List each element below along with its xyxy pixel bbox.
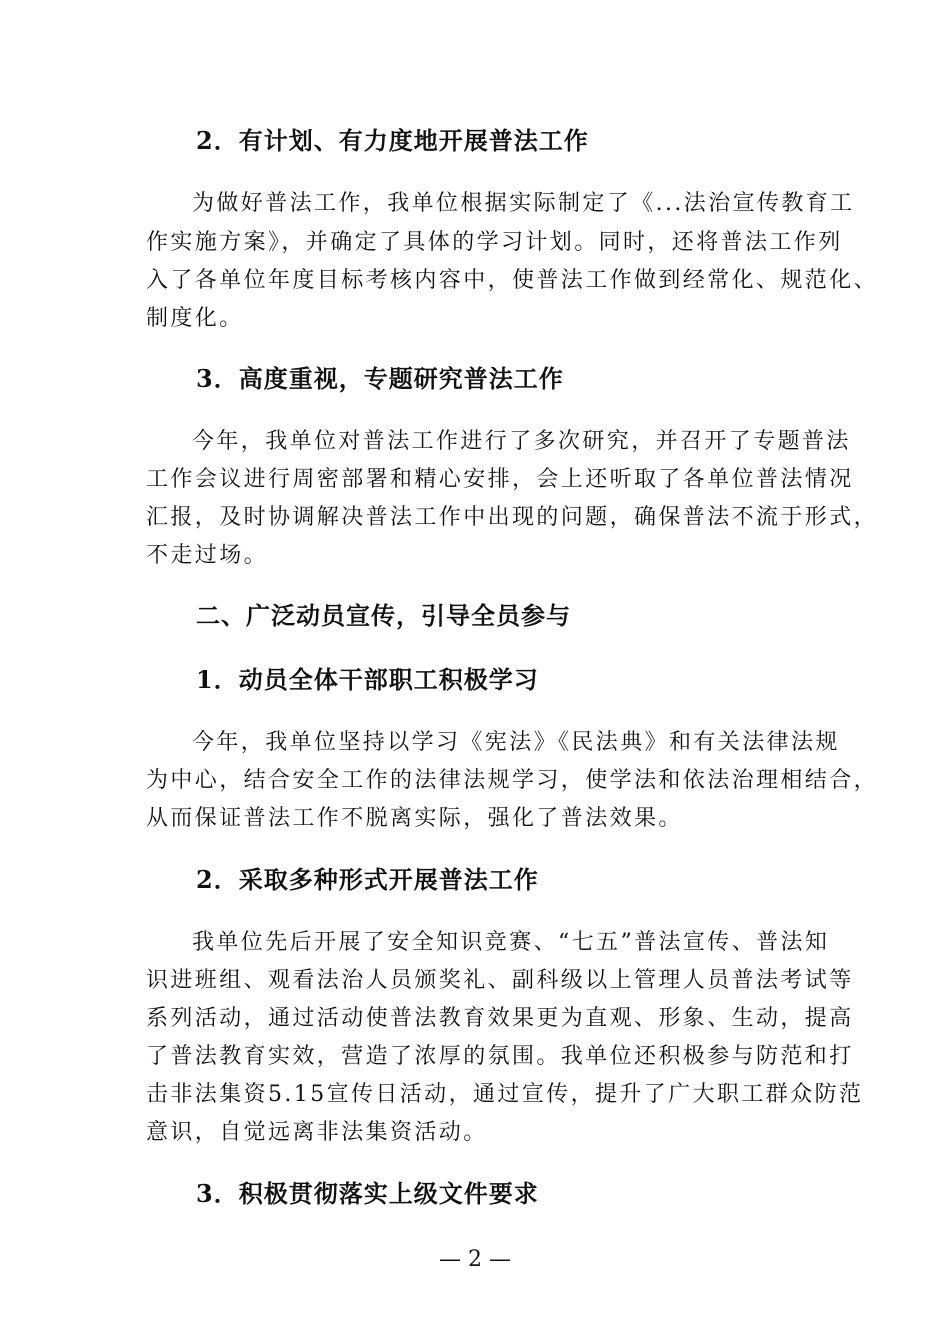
paragraph-line: 今年，我单位坚持以学习《宪法》《民法典》和有关法律法规 <box>192 730 840 755</box>
paragraph-line: 制度化。 <box>146 306 244 331</box>
paragraph-line: 作实施方案》，并确定了具体的学习计划。同时，还将普法工作列 <box>146 230 843 255</box>
paragraph-line: 为中心，结合安全工作的法律法规学习，使学法和依法治理相结合， <box>146 768 879 793</box>
paragraph-line: 今年，我单位对普法工作进行了多次研究，并召开了专题普法 <box>192 429 851 454</box>
part-heading: 二、广泛动员宣传，引导全员参与 <box>196 601 571 630</box>
paragraph-line: 为做好普法工作，我单位根据实际制定了《...法治宣传教育工 <box>192 191 855 216</box>
paragraph-line: 不走过场。 <box>146 543 269 568</box>
paragraph-line: 系列活动，通过活动使普法教育效果更为直观、形象、生动，提高 <box>146 1006 854 1031</box>
page-number: — 2 — <box>439 1247 511 1272</box>
paragraph-line: 从而保证普法工作不脱离实际，强化了普法效果。 <box>146 806 683 831</box>
paragraph-line: 击非法集资5.15宣传日活动，通过宣传，提升了广大职工群众防范 <box>146 1082 864 1107</box>
section-heading: 2．采取多种形式开展普法工作 <box>196 865 539 894</box>
paragraph-line: 我单位先后开展了安全知识竞赛、“七五”普法宣传、普法知 <box>192 930 830 955</box>
paragraph-line: 工作会议进行周密部署和精心安排，会上还听取了各单位普法情况 <box>146 467 854 492</box>
paragraph-line: 入了各单位年度目标考核内容中，使普法工作做到经常化、规范化、 <box>146 268 879 293</box>
paragraph-line: 意识，自觉远离非法集资活动。 <box>146 1120 488 1145</box>
section-heading: 3．积极贯彻落实上级文件要求 <box>196 1179 539 1208</box>
section-heading: 1．动员全体干部职工积极学习 <box>196 665 539 694</box>
section-heading: 3．高度重视，专题研究普法工作 <box>196 364 564 393</box>
paragraph-line: 识进班组、观看法治人员颁奖礼、副科级以上管理人员普法考试等 <box>146 968 854 993</box>
paragraph-line: 了普法教育实效，营造了浓厚的氛围。我单位还积极参与防范和打 <box>146 1044 854 1069</box>
paragraph-line: 汇报，及时协调解决普法工作中出现的问题，确保普法不流于形式， <box>146 505 879 530</box>
section-heading: 2．有计划、有力度地开展普法工作 <box>196 126 589 155</box>
